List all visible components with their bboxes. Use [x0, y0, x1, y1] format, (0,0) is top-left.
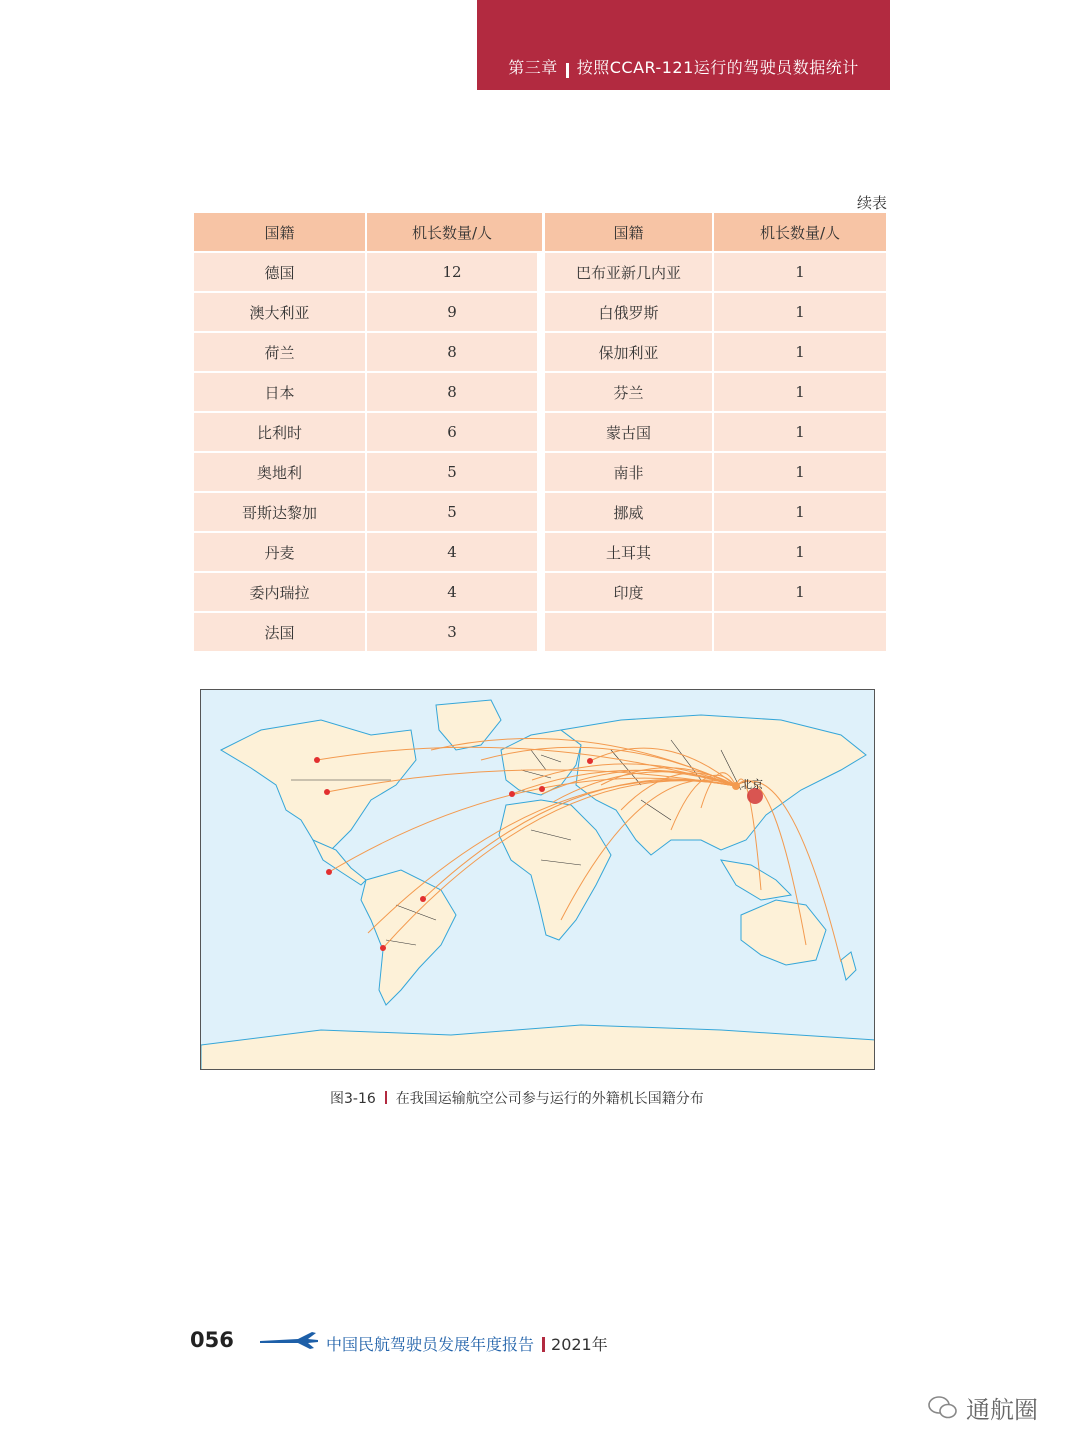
world-map [201, 690, 875, 1070]
captain-count-cell: 1 [714, 293, 886, 331]
captain-count-cell: 5 [367, 453, 537, 491]
nationality-cell: 印度 [545, 573, 712, 611]
nationality-cell: 澳大利亚 [194, 293, 365, 331]
origin-marker [380, 945, 386, 951]
airplane-icon [258, 1328, 320, 1350]
nationality-cell: 比利时 [194, 413, 365, 451]
banner-separator [566, 63, 569, 78]
chapter-title: 按照CCAR-121运行的驾驶员数据统计 [576, 58, 859, 77]
world-map-figure [200, 689, 875, 1070]
captain-count-cell: 1 [714, 493, 886, 531]
nationality-cell: 白俄罗斯 [545, 293, 712, 331]
continued-label: 续表 [857, 194, 888, 212]
watermark-text: 通航圈 [966, 1396, 1038, 1424]
captain-count-cell: 1 [714, 373, 886, 411]
watermark [928, 1390, 1038, 1425]
captain-count-cell: 1 [714, 573, 886, 611]
footer-separator [542, 1337, 545, 1352]
nationality-cell: 委内瑞拉 [194, 573, 365, 611]
nationality-cell: 芬兰 [545, 373, 712, 411]
origin-marker [509, 791, 515, 797]
report-title: 中国民航驾驶员发展年度报告 [326, 1335, 535, 1354]
origin-marker [326, 869, 332, 875]
caption-separator [385, 1091, 387, 1104]
chapter-number: 第三章 [508, 58, 558, 77]
origin-marker [324, 789, 330, 795]
table-header-cell: 机长数量/人 [367, 213, 537, 251]
origin-marker [587, 758, 593, 764]
nationality-cell: 南非 [545, 453, 712, 491]
nationality-cell: 挪威 [545, 493, 712, 531]
captain-count-cell: 8 [367, 333, 537, 371]
hub-label: 北京 [741, 778, 763, 791]
captain-count-cell: 4 [367, 533, 537, 571]
captain-count-cell: 1 [714, 333, 886, 371]
nationality-cell [545, 613, 712, 651]
captain-count-cell: 4 [367, 573, 537, 611]
table-header-cell: 国籍 [194, 213, 365, 251]
origin-marker [420, 896, 426, 902]
captain-count-cell: 1 [714, 253, 886, 291]
nationality-cell: 哥斯达黎加 [194, 493, 365, 531]
nationality-cell: 荷兰 [194, 333, 365, 371]
origin-marker [539, 786, 545, 792]
page-number: 056 [190, 1328, 234, 1352]
footer-report-title [326, 1332, 608, 1355]
wechat-icon [928, 1395, 958, 1421]
nationality-cell: 土耳其 [545, 533, 712, 571]
nationality-cell: 日本 [194, 373, 365, 411]
nationality-cell: 巴布亚新几内亚 [545, 253, 712, 291]
captain-count-cell: 9 [367, 293, 537, 331]
nationality-cell: 法国 [194, 613, 365, 651]
captain-count-cell: 8 [367, 373, 537, 411]
captain-count-cell [714, 613, 886, 651]
nationality-cell: 保加利亚 [545, 333, 712, 371]
origin-marker [314, 757, 320, 763]
nationality-cell: 奥地利 [194, 453, 365, 491]
table-header-splitter [537, 213, 542, 251]
captain-count-cell: 1 [714, 453, 886, 491]
nationality-cell: 丹麦 [194, 533, 365, 571]
figure-number: 图3-16 [330, 1091, 376, 1107]
beijing-hub [732, 782, 740, 790]
table-header-cell: 国籍 [545, 213, 712, 251]
report-year: 2021年 [551, 1335, 608, 1354]
figure-caption-text: 在我国运输航空公司参与运行的外籍机长国籍分布 [395, 1091, 704, 1107]
nationality-cell: 德国 [194, 253, 365, 291]
captain-count-cell: 1 [714, 413, 886, 451]
captain-count-cell: 12 [367, 253, 537, 291]
captain-count-cell: 5 [367, 493, 537, 531]
table-header-cell: 机长数量/人 [714, 213, 886, 251]
figure-caption [330, 1088, 704, 1108]
captain-count-cell: 1 [714, 533, 886, 571]
nationality-cell: 蒙古国 [545, 413, 712, 451]
captain-count-cell: 6 [367, 413, 537, 451]
chapter-banner [477, 0, 890, 90]
captain-count-cell: 3 [367, 613, 537, 651]
